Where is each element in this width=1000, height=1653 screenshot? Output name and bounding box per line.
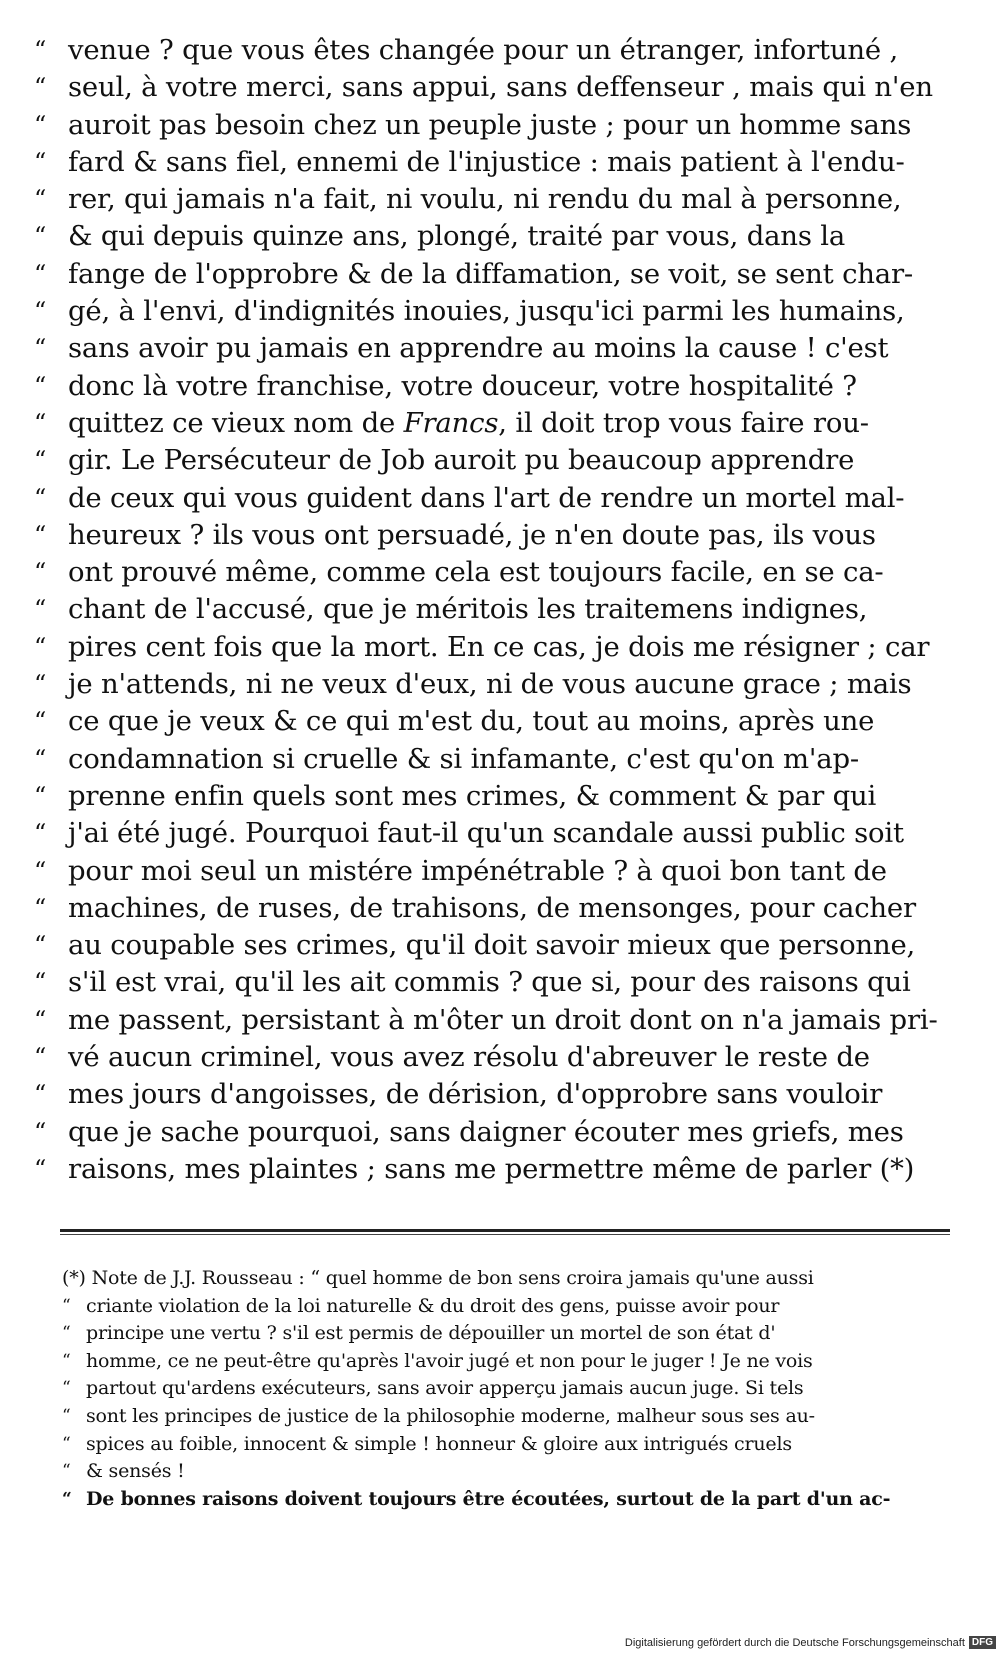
quote-mark: “ [34,520,47,549]
quote-mark: “ [34,931,47,960]
line-text: j'ai été jugé. Pourquoi faut-il qu'un scandale aussi public soit [68,817,904,850]
footnote-divider [60,1229,950,1232]
line-text: raisons, mes plaintes ; sans me permettre même de parler (*) [68,1152,915,1185]
credit-text: Digitalisierung gefördert durch die Deutsche Forschungsgemeinschaft [624,1636,965,1649]
line-text: chant de l'accusé, que je méritois les traitemens indignes, [68,593,868,626]
quote-mark: “ [34,1080,47,1109]
line-text: gir. Le Persécuteur de Job auroit pu beaucoup apprendre [68,444,855,477]
quote-mark: “ [62,1378,71,1399]
quote-mark: “ [62,1461,71,1482]
line-text: heureux ? ils vous ont persuadé, je n'en doute pas, ils vous [68,518,876,551]
quote-mark: “ [62,1323,71,1344]
text-line [34,330,946,367]
quote-mark: “ [34,408,47,437]
quote-mark: “ [34,259,47,288]
footnote-line-text: sont les principes de justice de la philosophie moderne, malheur sous ses au- [86,1404,815,1427]
footnote-line-text: principe une vertu ? s'il est permis de dépouiller un mortel de son état d' [86,1322,776,1345]
text-line [34,629,946,666]
quote-mark: “ [34,446,47,475]
quote-mark: “ [34,147,47,176]
text-line [34,480,946,517]
line-text: gé, à l'envi, d'indignités inouies, jusqu'ici parmi les humains, [68,295,905,328]
quote-mark: “ [34,73,47,102]
footnote-line-text: criante violation de la loi naturelle & du droit des gens, puisse avoir pour [86,1294,780,1317]
footnote-line [62,1375,952,1403]
footnote-line-text: homme, ce ne peut-être qu'après l'avoir jugé et non pour le juger ! Je ne vois [86,1349,813,1372]
footnote-line-text: & sensés ! [86,1460,185,1483]
text-line [34,964,946,1001]
text-line [34,554,946,591]
quote-mark: “ [34,371,47,400]
line-text: rer, qui jamais n'a fait, ni voulu, ni rendu du mal à personne, [68,183,902,216]
footnote-line [62,1348,952,1376]
footnote-line-text: spices au foible, innocent & simple ! honneur & gloire aux intrigués cruels [86,1432,792,1455]
footnote-line [62,1431,952,1459]
line-text: venue ? que vous êtes changée pour un étranger, infortuné , [68,34,899,66]
quote-mark: “ [34,968,47,997]
line-text: ont prouvé même, comme cela est toujours facile, en se ca- [68,556,884,589]
quote-mark: “ [34,110,47,139]
quote-mark: “ [34,1117,47,1146]
quote-mark: “ [34,707,47,736]
line-text: pires cent fois que la mort. En ce cas, je dois me résigner ; car [68,630,930,663]
quote-mark: “ [34,36,47,64]
line-text: donc là votre franchise, votre douceur, votre hospitalité ? [68,369,857,402]
quote-mark: “ [34,185,47,214]
line-text: seul, à votre merci, sans appui, sans deffenseur , mais qui n'en [68,71,933,104]
text-line [34,442,946,479]
quote-mark: “ [62,1295,71,1316]
text-line [34,853,946,890]
quote-mark: “ [62,1350,71,1371]
footnote-line [62,1320,952,1348]
quote-mark: “ [34,334,47,363]
quote-mark: “ [34,856,47,885]
text-line [34,741,946,778]
text-line [34,666,946,703]
text-line [34,927,946,964]
text-line [34,703,946,740]
quote-mark: “ [34,595,47,624]
quote-mark: “ [34,819,47,848]
line-text: me passent, persistant à m'ôter un droit dont on n'a jamais pri- [68,1003,938,1036]
text-line [34,256,946,293]
quote-mark: “ [62,1405,71,1426]
text-line [34,890,946,927]
line-text: quittez ce vieux nom de Francs, il doit trop vous faire rou- [68,406,869,439]
line-text: de ceux qui vous guident dans l'art de rendre un mortel mal- [68,481,905,514]
text-line [34,1039,946,1076]
text-line [34,218,946,255]
footnote-line-text: partout qu'ardens exécuteurs, sans avoir apperçu jamais aucun juge. Si tels [86,1377,804,1400]
quote-mark: “ [34,558,47,587]
footnote-line-text: De bonnes raisons doivent toujours être écoutées, surtout de la part d'un ac- [86,1487,891,1510]
text-line [34,517,946,554]
quote-mark: “ [34,1043,47,1072]
line-text: prenne enfin quels sont mes crimes, & comment & par qui [68,779,877,812]
line-text: ce que je veux & ce qui m'est du, tout au moins, après une [68,705,875,738]
quote-mark: “ [34,1154,47,1183]
main-text-block [34,32,946,1188]
dfg-logo: DFG [969,1636,996,1649]
line-text: & qui depuis quinze ans, plongé, traité par vous, dans la [68,220,846,253]
quote-mark: “ [34,1005,47,1034]
text-line [34,815,946,852]
text-line [34,591,946,628]
footnote-line [62,1265,952,1293]
footnote-line [62,1293,952,1321]
footnote-line-text: (*) Note de J.J. Rousseau : “ quel homme de bon sens croira jamais qu'une aussi [62,1267,814,1289]
line-text: condamnation si cruelle & si infamante, c'est qu'on m'ap- [68,742,859,775]
quote-mark: “ [34,632,47,661]
text-line [34,107,946,144]
line-text: mes jours d'angoisses, de dérision, d'opprobre sans vouloir [68,1078,883,1111]
quote-mark: “ [34,297,47,326]
quote-mark: “ [62,1488,72,1509]
line-text: fange de l'opprobre & de la diffamation, se voit, se sent char- [68,257,914,290]
quote-mark: “ [34,781,47,810]
line-text: fard & sans fiel, ennemi de l'injustice : mais patient à l'endu- [68,145,905,178]
text-line [34,1151,946,1188]
line-text: au coupable ses crimes, qu'il doit savoir mieux que personne, [68,929,916,962]
line-text: vé aucun criminel, vous avez résolu d'abreuver le reste de [68,1041,870,1074]
quote-mark: “ [34,670,47,699]
text-line [34,1002,946,1039]
text-line [34,405,946,442]
footnote-divider-thin [60,1234,950,1235]
text-line [34,1114,946,1151]
text-line [34,778,946,815]
line-text: machines, de ruses, de trahisons, de mensonges, pour cacher [68,891,916,924]
text-line [34,293,946,330]
digitization-credit [625,1636,996,1649]
quote-mark: “ [34,222,47,251]
line-text: que je sache pourquoi, sans daigner écouter mes griefs, mes [68,1115,904,1148]
footnote-line [62,1403,952,1431]
quote-mark: “ [34,744,47,773]
footnote-line [62,1458,952,1486]
text-line [34,69,946,106]
text-line [34,368,946,405]
text-line [34,32,946,69]
text-line [34,1076,946,1113]
footnote-line [62,1486,952,1514]
text-line [34,181,946,218]
line-text: s'il est vrai, qu'il les ait commis ? que si, pour des raisons qui [68,966,911,999]
line-text: auroit pas besoin chez un peuple juste ; pour un homme sans [68,108,912,141]
quote-mark: “ [62,1433,71,1454]
line-text: pour moi seul un mistére impénétrable ? à quoi bon tant de [68,854,887,887]
line-text: je n'attends, ni ne veux d'eux, ni de vous aucune grace ; mais [68,668,912,701]
text-line [34,144,946,181]
footnote-block [62,1265,952,1513]
line-text: sans avoir pu jamais en apprendre au moins la cause ! c'est [68,332,889,365]
quote-mark: “ [34,483,47,512]
quote-mark: “ [34,893,47,922]
